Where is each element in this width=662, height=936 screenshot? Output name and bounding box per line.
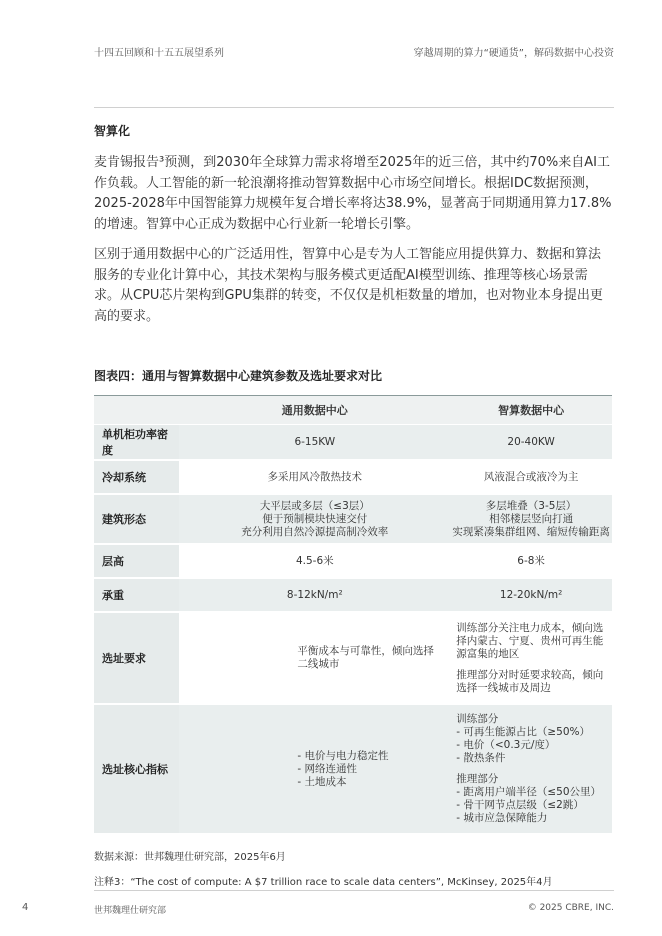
cell-line: 训练部分 — [456, 713, 499, 725]
cell-general — [179, 704, 450, 834]
cell-general: 平衡成本与可靠性，倾向选择二线城市 — [179, 612, 450, 704]
table-row — [94, 578, 612, 612]
cell-line: 推理部分对时延要求较高，倾向选择一线城市及周边 — [456, 668, 604, 694]
table-row — [94, 544, 612, 578]
footer-divider — [94, 890, 614, 891]
row-label: 层高 — [94, 544, 179, 578]
cell-line: 推理部分 — [456, 773, 499, 785]
paragraph-2: 区别于通用数据中心的广泛适用性，智算中心是专为人工智能应用提供算力、数据和算法服务的专业化计算中心，其技术架构与服务模式更适配AI模型训练、推理等核心场景需求。从CPU芯片架构到GPU集群的转变，不仅仅是机柜数量的增加，也对物业本身提出更高的要求。 — [94, 247, 603, 324]
cell-ai: 6-8米 — [450, 544, 612, 578]
cell-general: 4.5-6米 — [179, 544, 450, 578]
cell-line: - 城市应急保障能力 — [456, 812, 548, 824]
footnote: 注释3：“The cost of compute: A $7 trillion race to scale data centers”, McKinsey, 2025年4月 — [94, 877, 553, 888]
cell-ai — [450, 704, 612, 834]
header-divider — [94, 107, 614, 108]
row-label: 冷却系统 — [94, 460, 179, 494]
cell-line: 多层堆叠（3-5层） — [485, 499, 577, 512]
footer-org: 世邦魏理仕研究部 — [94, 906, 167, 916]
row-label: 承重 — [94, 578, 179, 612]
cell-line: - 电价与电力稳定性 — [297, 749, 389, 762]
table-header-ai: 智算数据中心 — [450, 396, 612, 425]
cell-ai: 风液混合或液冷为主 — [450, 460, 612, 494]
row-label: 单机柜功率密度 — [94, 425, 179, 461]
cell-line: - 散热条件 — [456, 752, 506, 764]
table-row — [94, 704, 612, 834]
cell-general: 多采用风冷散热技术 — [179, 460, 450, 494]
cell-ai: 12-20kN/m² — [450, 578, 612, 612]
cell-general: 8-12kN/m² — [179, 578, 450, 612]
table-row — [94, 425, 612, 461]
cell-line: 充分利用自然冷源提高制冷效率 — [241, 525, 389, 538]
table-row — [94, 460, 612, 494]
table-row — [94, 612, 612, 704]
data-source: 数据来源：世邦魏理仕研究部，2025年6月 — [94, 852, 286, 863]
cell-ai: 20-40KW — [450, 425, 612, 461]
row-label: 建筑形态 — [94, 494, 179, 544]
page-number: 4 — [22, 902, 29, 913]
footer-copyright: © 2025 CBRE, INC. — [527, 903, 614, 913]
cell-ai — [450, 612, 612, 704]
cell-line: - 距离用户端半径（≤50公里） — [456, 786, 602, 798]
cell-line: - 电价（<0.3元/度） — [456, 739, 556, 751]
header-report-title: 穿越周期的算力“硬通货”，解码数据中心投资 — [413, 48, 614, 59]
comparison-table — [94, 395, 612, 835]
cell-line: - 骨干网节点层级（≤2跳） — [456, 799, 584, 811]
cell-line: 便于预制模块快速交付 — [262, 512, 368, 525]
table-header-row — [94, 396, 612, 425]
row-label: 选址要求 — [94, 612, 179, 704]
cell-general — [179, 494, 450, 544]
row-label: 选址核心指标 — [94, 704, 179, 834]
cell-line: - 可再生能源占比（≥50%） — [456, 726, 590, 738]
cell-ai — [450, 494, 612, 544]
paragraph-1: 麦肯锡报告³预测，到2030年全球算力需求将增至2025年的近三倍，其中约70%来自AI工作负载。人工智能的新一轮浪潮将推动智算数据中心市场空间增长。根据IDC数据预测，2025-2028年中国智能算力规模年复合增长率将达38.9%，显著高于同期通用算力17.8%的增速。智算中心正成为数据中心行业新一轮增长引擎。 — [94, 155, 612, 232]
cell-line: 大平层或多层（≤3层） — [259, 499, 370, 512]
cell-line: - 网络连通性 — [297, 762, 358, 775]
cell-line: 训练部分关注电力成本，倾向选择内蒙古、宁夏、贵州可再生能源富集的地区 — [456, 621, 604, 660]
figure-title: 图表四：通用与智算数据中心建筑参数及选址要求对比 — [94, 369, 383, 383]
cell-line: 相邻楼层竖向打通 — [489, 512, 574, 525]
cell-general: 6-15KW — [179, 425, 450, 461]
table-row — [94, 494, 612, 544]
table-header-general: 通用数据中心 — [179, 396, 450, 425]
table-header-blank — [94, 396, 179, 425]
section-title: 智算化 — [94, 124, 131, 138]
cell-line: - 土地成本 — [297, 775, 347, 788]
header-series-title: 十四五回顾和十五五展望系列 — [94, 48, 224, 59]
cell-line: 实现紧凑集群组网、缩短传输距离 — [452, 525, 610, 538]
